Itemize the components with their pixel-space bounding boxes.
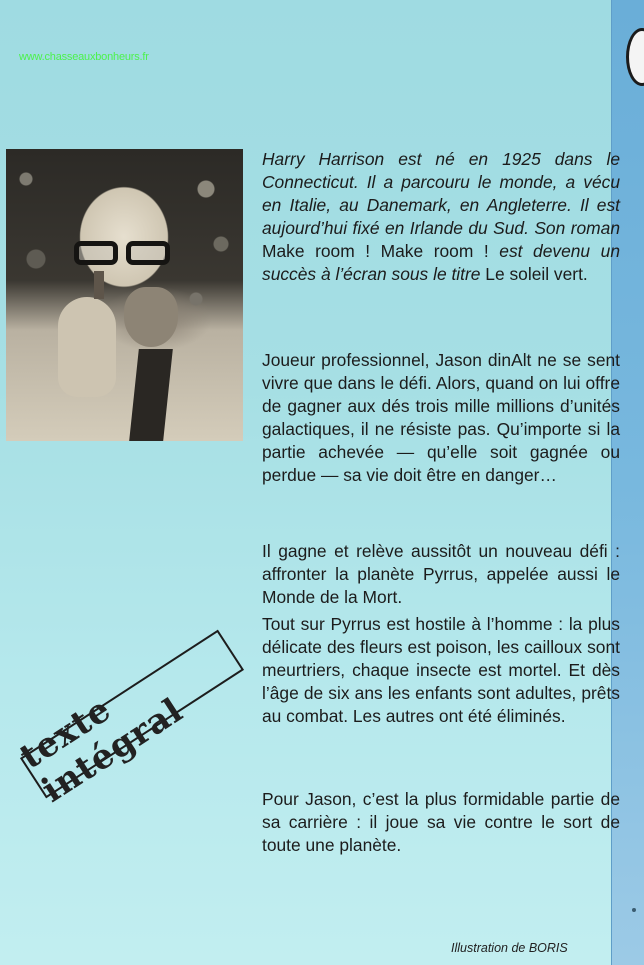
author-bio (262, 148, 620, 286)
author-photo (6, 149, 243, 441)
photo-card (94, 271, 104, 299)
blurb-paragraph-4: Pour Jason, c’est la plus formidable partie de sa carrière : il joue sa vie contre le sort de toute une planète. (262, 789, 620, 855)
photo-foliage (6, 149, 243, 441)
blurb-paragraph-2: Il gagne et relève aussitôt un nouveau défi : affronter la planète Pyrrus, appelée aussi le Monde de la Mort. (262, 541, 620, 607)
blurb-paragraph-1: Joueur professionnel, Jason dinAlt ne se sent vivre que dans le défi. Alors, quand on lui offre de gagner aux dés trois mille millions d’unités galactiques, il ne résiste pas. Qu’importe si la partie achevée — qu’elle soit gagnée ou perdue — sa vie doit être en danger… (262, 350, 620, 485)
blurb-paragraph-3: Tout sur Pyrrus est hostile à l’homme : la plus délicate des fleurs est poison, les cailloux sont meurtriers, chaque insecte est mortel. Et dès l’âge de six ans les enfants sont adultes, prêts au combat. Les autres ont été éliminés. (262, 614, 620, 726)
photo-glasses (68, 241, 186, 267)
spine-logo-icon (626, 28, 644, 86)
bio-text: Harry Harrison est né en 1925 dans le Connecticut. Il a parcouru le monde, a vécu en Italie, au Danemark, en Angleterre. Il est aujourd’hui fixé en Irlande du Sud. Son roman (262, 149, 620, 238)
photo-beard (124, 287, 178, 347)
spine-speck (632, 908, 636, 912)
photo-hand (58, 297, 116, 397)
bio-text-2: est devenu un succès à l’écran sous le titre (262, 241, 621, 284)
book-title-make-room: Make room ! Make room ! (262, 241, 500, 261)
texte-integral-stamp: texte intégral (20, 630, 244, 799)
watermark-link[interactable]: www.chasseauxbonheurs.fr (19, 51, 149, 63)
illustration-credit: Illustration de BORIS (451, 941, 568, 955)
film-title-soleil-vert: Le soleil vert. (480, 264, 588, 284)
